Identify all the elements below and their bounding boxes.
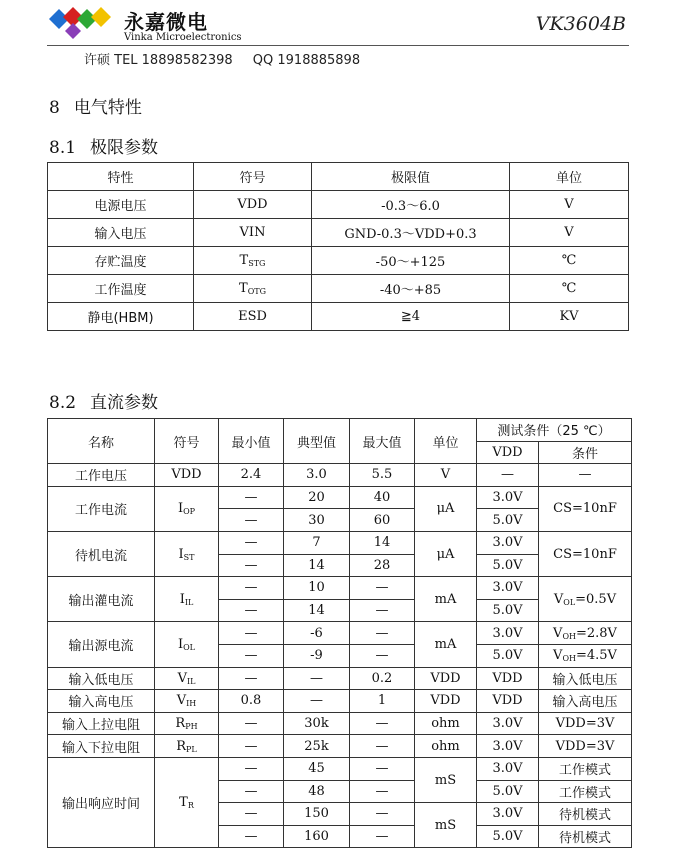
min-value: — bbox=[219, 622, 284, 645]
test-condition: $V_{OL}=0.5V$ bbox=[539, 577, 632, 622]
table-header-row bbox=[48, 163, 629, 191]
unit: mS bbox=[415, 757, 477, 802]
unit: mA bbox=[415, 622, 477, 667]
param-symbol: $I_{IL}$ bbox=[155, 577, 219, 622]
typ-value: — bbox=[284, 690, 350, 713]
max-value: 0.2 bbox=[350, 667, 415, 690]
max-value: — bbox=[350, 622, 415, 645]
test-condition: CS=10nF bbox=[539, 486, 632, 531]
column-header: VDD bbox=[477, 441, 539, 464]
max-value: 14 bbox=[350, 531, 415, 554]
test-condition: 待机模式 bbox=[539, 803, 632, 826]
param-name: 输出响应时间 bbox=[48, 757, 155, 847]
typ-value: 45 bbox=[284, 757, 350, 780]
test-vdd: 3.0V bbox=[477, 531, 539, 554]
unit: V bbox=[415, 464, 477, 487]
min-value: 2.4 bbox=[219, 464, 284, 487]
table-row bbox=[48, 690, 632, 713]
table-row bbox=[48, 275, 629, 303]
test-condition: 输入高电压 bbox=[539, 690, 632, 713]
page-header bbox=[0, 0, 686, 70]
contact-line bbox=[84, 49, 360, 68]
unit: VDD bbox=[415, 667, 477, 690]
typ-value: 160 bbox=[284, 825, 350, 848]
section-8-1-heading bbox=[49, 133, 158, 158]
param-value: -50～+125 bbox=[312, 247, 510, 275]
test-vdd: 5.0V bbox=[477, 509, 539, 532]
column-header-group: 测试条件（25 ℃） bbox=[477, 419, 632, 442]
param-name: 存贮温度 bbox=[48, 247, 194, 275]
min-value: — bbox=[219, 780, 284, 803]
param-unit: V bbox=[510, 219, 629, 247]
max-value: — bbox=[350, 735, 415, 758]
column-header: 符号 bbox=[155, 419, 219, 464]
param-symbol: $V_{IH}$ bbox=[155, 690, 219, 713]
absolute-max-table bbox=[47, 162, 629, 331]
min-value: — bbox=[219, 509, 284, 532]
param-value: ≧4 bbox=[312, 303, 510, 331]
typ-value: 7 bbox=[284, 531, 350, 554]
unit: ohm bbox=[415, 712, 477, 735]
section-title: 电气特性 bbox=[73, 98, 142, 118]
table-row bbox=[48, 464, 632, 487]
column-header: 名称 bbox=[48, 419, 155, 464]
param-value: -40～+85 bbox=[312, 275, 510, 303]
table-row bbox=[48, 191, 629, 219]
test-vdd: 5.0V bbox=[477, 644, 539, 667]
min-value: — bbox=[219, 712, 284, 735]
contact-name-tel: 许硕 TEL 18898582398 bbox=[84, 53, 233, 68]
param-symbol: $V_{IL}$ bbox=[155, 667, 219, 690]
test-condition: 工作模式 bbox=[539, 757, 632, 780]
min-value: 0.8 bbox=[219, 690, 284, 713]
unit: mS bbox=[415, 803, 477, 848]
typ-value: — bbox=[284, 667, 350, 690]
column-header: 极限值 bbox=[312, 163, 510, 191]
param-name: 输入低电压 bbox=[48, 667, 155, 690]
max-value: 28 bbox=[350, 554, 415, 577]
test-vdd: 5.0V bbox=[477, 780, 539, 803]
section-number: 8 bbox=[49, 98, 60, 118]
param-symbol: VIN bbox=[194, 219, 312, 247]
unit: ohm bbox=[415, 735, 477, 758]
param-symbol: $I_{ST}$ bbox=[155, 531, 219, 576]
column-header: 最大值 bbox=[350, 419, 415, 464]
param-value: -0.3～6.0 bbox=[312, 191, 510, 219]
table-row bbox=[48, 219, 629, 247]
table-row bbox=[48, 622, 632, 645]
test-condition: $V_{OH}=2.8V$ bbox=[539, 622, 632, 645]
typ-value: 48 bbox=[284, 780, 350, 803]
param-name: 输入上拉电阻 bbox=[48, 712, 155, 735]
typ-value: -6 bbox=[284, 622, 350, 645]
param-symbol: VDD bbox=[155, 464, 219, 487]
test-condition: — bbox=[539, 464, 632, 487]
max-value: 40 bbox=[350, 486, 415, 509]
param-unit: V bbox=[510, 191, 629, 219]
param-name: 电源电压 bbox=[48, 191, 194, 219]
column-header: 典型值 bbox=[284, 419, 350, 464]
min-value: — bbox=[219, 554, 284, 577]
max-value: — bbox=[350, 780, 415, 803]
max-value: — bbox=[350, 577, 415, 600]
param-name: 输入电压 bbox=[48, 219, 194, 247]
test-condition: VDD=3V bbox=[539, 735, 632, 758]
unit: VDD bbox=[415, 690, 477, 713]
max-value: — bbox=[350, 757, 415, 780]
typ-value: 3.0 bbox=[284, 464, 350, 487]
typ-value: 10 bbox=[284, 577, 350, 600]
table-row bbox=[48, 577, 632, 600]
table-row bbox=[48, 486, 632, 509]
param-name: 输出灌电流 bbox=[48, 577, 155, 622]
max-value: 1 bbox=[350, 690, 415, 713]
typ-value: 20 bbox=[284, 486, 350, 509]
test-vdd: 3.0V bbox=[477, 757, 539, 780]
section-8-2-heading bbox=[49, 388, 158, 413]
param-unit: ℃ bbox=[510, 275, 629, 303]
test-vdd: 3.0V bbox=[477, 735, 539, 758]
brand-name-cn: 永嘉微电 bbox=[124, 10, 208, 34]
table-row bbox=[48, 247, 629, 275]
test-vdd: 5.0V bbox=[477, 599, 539, 622]
typ-value: 14 bbox=[284, 599, 350, 622]
param-name: 工作温度 bbox=[48, 275, 194, 303]
company-logo-icon bbox=[47, 5, 123, 43]
param-name: 输入下拉电阻 bbox=[48, 735, 155, 758]
column-header: 单位 bbox=[510, 163, 629, 191]
param-name: 工作电压 bbox=[48, 464, 155, 487]
table-header-row bbox=[48, 419, 632, 442]
param-symbol: $I_{OP}$ bbox=[155, 486, 219, 531]
param-name: 输出源电流 bbox=[48, 622, 155, 667]
column-header: 单位 bbox=[415, 419, 477, 464]
min-value: — bbox=[219, 803, 284, 826]
param-unit: KV bbox=[510, 303, 629, 331]
typ-value: 30k bbox=[284, 712, 350, 735]
param-name: 工作电流 bbox=[48, 486, 155, 531]
test-vdd: — bbox=[477, 464, 539, 487]
param-symbol: $I_{OL}$ bbox=[155, 622, 219, 667]
test-vdd: VDD bbox=[477, 690, 539, 713]
param-symbol: $T_{OTG}$ bbox=[194, 275, 312, 303]
typ-value: 30 bbox=[284, 509, 350, 532]
min-value: — bbox=[219, 667, 284, 690]
unit: mA bbox=[415, 577, 477, 622]
test-condition: CS=10nF bbox=[539, 531, 632, 576]
param-symbol: $R_{PL}$ bbox=[155, 735, 219, 758]
param-unit: ℃ bbox=[510, 247, 629, 275]
section-number: 8.2 bbox=[49, 393, 77, 413]
column-header: 最小值 bbox=[219, 419, 284, 464]
param-name: 输入高电压 bbox=[48, 690, 155, 713]
document-id: VK3604B bbox=[535, 13, 626, 35]
param-symbol: ESD bbox=[194, 303, 312, 331]
min-value: — bbox=[219, 735, 284, 758]
test-condition: 工作模式 bbox=[539, 780, 632, 803]
min-value: — bbox=[219, 825, 284, 848]
dc-parameters-table bbox=[47, 418, 632, 848]
max-value: — bbox=[350, 644, 415, 667]
section-title: 极限参数 bbox=[90, 138, 159, 158]
section-title: 直流参数 bbox=[90, 393, 159, 413]
section-number: 8.1 bbox=[49, 138, 77, 158]
test-vdd: 3.0V bbox=[477, 577, 539, 600]
test-vdd: VDD bbox=[477, 667, 539, 690]
max-value: 60 bbox=[350, 509, 415, 532]
param-symbol: $R_{PH}$ bbox=[155, 712, 219, 735]
param-symbol: $T_{STG}$ bbox=[194, 247, 312, 275]
section-8-heading bbox=[49, 93, 142, 118]
table-row bbox=[48, 531, 632, 554]
test-condition: 待机模式 bbox=[539, 825, 632, 848]
unit: μA bbox=[415, 531, 477, 576]
column-header: 条件 bbox=[539, 441, 632, 464]
test-vdd: 3.0V bbox=[477, 622, 539, 645]
min-value: — bbox=[219, 577, 284, 600]
table-row bbox=[48, 303, 629, 331]
param-name: 待机电流 bbox=[48, 531, 155, 576]
column-header: 符号 bbox=[194, 163, 312, 191]
param-name: 静电(HBM) bbox=[48, 303, 194, 331]
max-value: — bbox=[350, 599, 415, 622]
typ-value: -9 bbox=[284, 644, 350, 667]
typ-value: 150 bbox=[284, 803, 350, 826]
min-value: — bbox=[219, 757, 284, 780]
header-divider bbox=[47, 45, 629, 46]
table-row bbox=[48, 757, 632, 780]
max-value: — bbox=[350, 712, 415, 735]
unit: μA bbox=[415, 486, 477, 531]
contact-qq: QQ 1918885898 bbox=[252, 53, 361, 68]
min-value: — bbox=[219, 644, 284, 667]
min-value: — bbox=[219, 486, 284, 509]
test-vdd: 3.0V bbox=[477, 486, 539, 509]
test-condition: VDD=3V bbox=[539, 712, 632, 735]
test-condition: $V_{OH}=4.5V$ bbox=[539, 644, 632, 667]
min-value: — bbox=[219, 599, 284, 622]
test-vdd: 5.0V bbox=[477, 825, 539, 848]
test-vdd: 3.0V bbox=[477, 803, 539, 826]
param-symbol: $T_R$ bbox=[155, 757, 219, 847]
table-row bbox=[48, 712, 632, 735]
param-symbol: VDD bbox=[194, 191, 312, 219]
table-row bbox=[48, 667, 632, 690]
column-header: 特性 bbox=[48, 163, 194, 191]
param-value: GND-0.3～VDD+0.3 bbox=[312, 219, 510, 247]
test-vdd: 5.0V bbox=[477, 554, 539, 577]
test-condition: 输入低电压 bbox=[539, 667, 632, 690]
min-value: — bbox=[219, 531, 284, 554]
max-value: 5.5 bbox=[350, 464, 415, 487]
table-row bbox=[48, 735, 632, 758]
typ-value: 25k bbox=[284, 735, 350, 758]
typ-value: 14 bbox=[284, 554, 350, 577]
test-vdd: 3.0V bbox=[477, 712, 539, 735]
max-value: — bbox=[350, 803, 415, 826]
logo-diamond-yellow bbox=[91, 7, 111, 27]
brand-name-en: Vinka Microelectronics bbox=[124, 32, 242, 43]
logo-diamond-purple bbox=[65, 23, 81, 39]
max-value: — bbox=[350, 825, 415, 848]
